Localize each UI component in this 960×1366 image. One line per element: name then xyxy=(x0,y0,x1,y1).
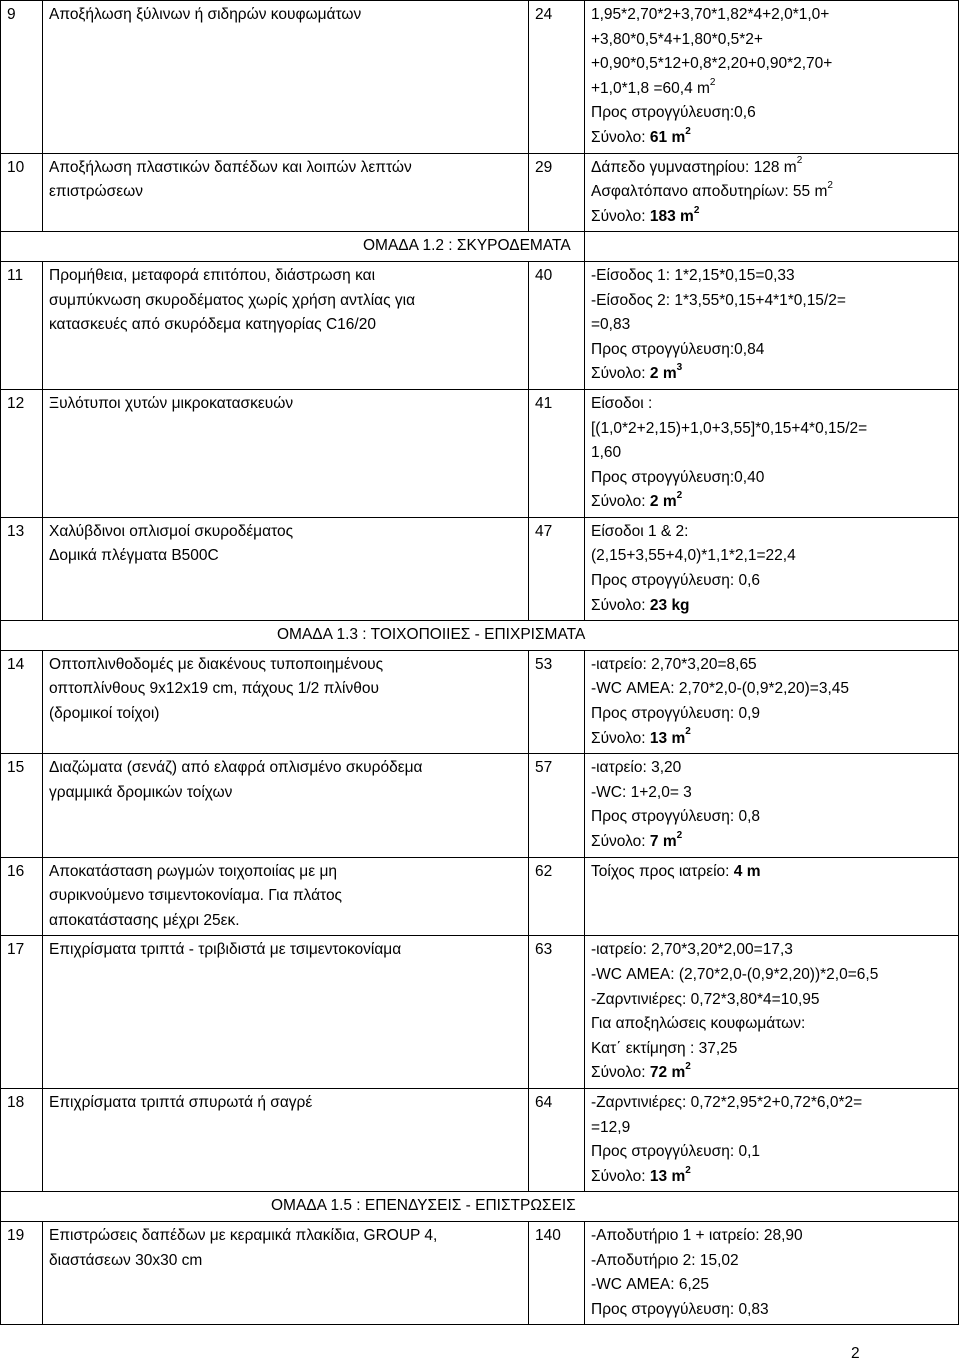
calculation-text: Σύνολο: xyxy=(591,729,650,747)
article-number: 24 xyxy=(529,1,585,154)
item-row xyxy=(1,936,959,1089)
calculation-line xyxy=(591,1061,954,1086)
group-header-row xyxy=(1,1192,959,1222)
description-line: κατασκευές από σκυρόδεμα κατηγορίας C16/20 xyxy=(49,316,376,334)
calculation-text: Σύνολο: xyxy=(591,365,650,383)
item-description xyxy=(43,389,529,517)
item-number: 17 xyxy=(1,936,43,1089)
unit-exponent: 2 xyxy=(676,829,683,841)
calculation-line xyxy=(591,28,954,53)
calculation-text: -WC ΑΜΕΑ: 6,25 xyxy=(591,1276,709,1294)
item-description xyxy=(43,261,529,389)
item-number: 19 xyxy=(1,1221,43,1324)
article-number: 29 xyxy=(529,153,585,232)
calculation-total: 2 m xyxy=(649,493,677,511)
calculation-total: 7 m xyxy=(649,833,677,850)
calculation-text: 1,60 xyxy=(591,444,622,462)
description-line: Διαζώματα (σενάζ) από ελαφρά οπλισμένο σκυρόδεμα xyxy=(49,759,423,777)
calculation-text: Δάπεδο γυμναστηρίου: 128 m xyxy=(591,158,797,176)
calculation-text: Προς στρογγύλευση:0,6 xyxy=(591,104,756,122)
calculation-text: Προς στρογγύλευση: 0,6 xyxy=(591,572,760,590)
item-row xyxy=(1,650,959,753)
calculation-text: =0,83 xyxy=(591,316,631,334)
calculation-text: Σύνολο: xyxy=(591,1167,650,1185)
calculation-text: Προς στρογγύλευση: 0,9 xyxy=(591,705,760,723)
unit-exponent: 2 xyxy=(827,180,833,191)
calculation-line xyxy=(591,727,954,752)
calculation xyxy=(585,857,959,936)
item-description xyxy=(43,517,529,620)
description-line: συμπύκνωση σκυροδέματος χωρίς χρήση αντλίας για xyxy=(49,291,416,309)
unit-exponent: 2 xyxy=(685,1164,691,1176)
description-line: συρικνούμενο τσιμεντοκονίαμα. Για πλάτος xyxy=(49,887,343,905)
calculation-text: 1,95*2,70*2+3,70*1,82*4+2,0*1,0+ xyxy=(591,6,830,23)
unit-exponent: 3 xyxy=(676,362,683,374)
group-header-cell xyxy=(1,621,959,651)
item-number: 9 xyxy=(1,1,43,154)
calculation-line xyxy=(591,1012,954,1037)
calculation-text: Σύνολο: xyxy=(591,128,650,146)
calculation-line xyxy=(591,756,954,781)
description-line: Ξυλότυποι χυτών μικροκατασκευών xyxy=(49,394,294,412)
item-description xyxy=(43,1,529,154)
calculation-line xyxy=(591,1224,954,1249)
calculation-line xyxy=(591,52,954,77)
item-row xyxy=(1,1,959,154)
calculation-text: -WC: 1+2,0= 3 xyxy=(591,783,692,801)
calculation-text: -ιατρείο: 2,70*3,20=8,65 xyxy=(591,655,757,673)
description-line: (δρομικοί τοίχοι) xyxy=(49,705,160,723)
item-row xyxy=(1,153,959,232)
calculation-total: 61 m xyxy=(649,128,686,146)
calculation-text: -Ζαρντινιέρες: 0,72*2,95*2+0,72*6,0*2= xyxy=(591,1093,863,1111)
item-description xyxy=(43,857,529,936)
calculation-total: 72 m xyxy=(649,1064,686,1082)
calculation-text: -WC ΑΜΕΑ: (2,70*2,0-(0,9*2,20))*2,0=6,5 xyxy=(591,965,879,983)
calculation-text: -ιατρείο: 3,20 xyxy=(591,759,682,777)
calculation-line xyxy=(591,392,954,417)
calculation-line xyxy=(591,1091,954,1116)
calculation-text: Προς στρογγύλευση: 0,83 xyxy=(591,1300,769,1318)
calculation-line xyxy=(591,362,954,387)
calculation-total: 183 m xyxy=(649,207,694,225)
calculation-line xyxy=(591,101,954,126)
item-row xyxy=(1,754,959,857)
calculation-line xyxy=(591,180,954,205)
unit-exponent: 2 xyxy=(685,1061,691,1073)
calculation-text: +1,0*1,8 =60,4 m xyxy=(591,79,710,97)
calculation-line xyxy=(591,126,954,151)
calculation-total: 23 kg xyxy=(649,596,690,614)
calculation-line xyxy=(591,313,954,338)
calculation-text: [(1,0*2+2,15)+1,0+3,55]*0,15+4*0,15/2= xyxy=(591,419,868,437)
calculation-line xyxy=(591,441,954,466)
item-description xyxy=(43,153,529,232)
unit-exponent: 2 xyxy=(796,155,803,167)
calculation-line xyxy=(591,1249,954,1274)
calculation-text: Προς στρογγύλευση:0,84 xyxy=(591,340,765,358)
calculation xyxy=(585,389,959,517)
item-number: 12 xyxy=(1,389,43,517)
calculation-line xyxy=(591,1037,954,1062)
calculation xyxy=(585,517,959,620)
calculation-line xyxy=(591,1298,954,1323)
description-line: Αποξήλωση ξύλινων ή σιδηρών κουφωμάτων xyxy=(49,6,362,23)
description-line: οπτοπλίνθους 9x12x19 cm, πάχους 1/2 πλίνθου xyxy=(49,680,379,698)
calculation-total: 4 m xyxy=(733,862,761,880)
calculation xyxy=(585,261,959,389)
calculation-line xyxy=(591,338,954,363)
calculation-text: Προς στρογγύλευση: 0,1 xyxy=(591,1143,760,1161)
calculation-total: 2 m xyxy=(649,365,677,383)
description-line: επιστρώσεων xyxy=(49,183,143,201)
unit-exponent: 2 xyxy=(709,76,716,88)
calculation-text: Σύνολο: xyxy=(591,493,650,511)
calculation-line xyxy=(591,988,954,1013)
article-number: 64 xyxy=(529,1088,585,1191)
calculation-line xyxy=(591,1165,954,1190)
calculation-text: Τοίχος προς ιατρείο: xyxy=(591,862,734,880)
calculation-line xyxy=(591,3,954,28)
calculation-line xyxy=(591,77,954,102)
calculation-line xyxy=(591,963,954,988)
unit-exponent: 2 xyxy=(685,125,691,137)
group-title: ΟΜΑΔΑ 1.2 : ΣΚΥΡΟΔΕΜΑΤΑ xyxy=(363,237,571,255)
group-header-row xyxy=(1,621,959,651)
item-number: 15 xyxy=(1,754,43,857)
calculation-text: -WC ΑΜΕΑ: 2,70*2,0-(0,9*2,20)=3,45 xyxy=(591,680,850,698)
calculation-text: -Είσοδος 2: 1*3,55*0,15+4*1*0,15/2= xyxy=(591,291,846,309)
description-line: διαστάσεων 30x30 cm xyxy=(49,1251,203,1269)
item-row xyxy=(1,517,959,620)
calculation-line xyxy=(591,264,954,289)
calculation-line xyxy=(591,1116,954,1141)
description-line: Επιστρώσεις δαπέδων με κεραμικά πλακίδια, GROUP 4, xyxy=(49,1226,438,1244)
calculation-line xyxy=(591,805,954,830)
calculation-text: Ασφαλτόπανο αποδυτηρίων: 55 m xyxy=(591,183,828,201)
calculation-line xyxy=(591,520,954,545)
calculation-line xyxy=(591,1273,954,1298)
item-number: 14 xyxy=(1,650,43,753)
item-description xyxy=(43,936,529,1089)
group-header-row xyxy=(1,232,959,262)
item-row xyxy=(1,1221,959,1324)
calculation-line xyxy=(591,830,954,855)
article-number: 140 xyxy=(529,1221,585,1324)
article-number: 57 xyxy=(529,754,585,857)
article-number: 40 xyxy=(529,261,585,389)
calculation-text: =12,9 xyxy=(591,1118,631,1136)
unit-exponent: 2 xyxy=(693,204,700,216)
calculation-line xyxy=(591,156,954,181)
calculation-text: Σύνολο: xyxy=(591,596,650,614)
unit-exponent: 2 xyxy=(676,490,683,502)
calculation-line xyxy=(591,938,954,963)
group-header-cell xyxy=(1,1192,959,1222)
article-number: 53 xyxy=(529,650,585,753)
description-line: Αποξήλωση πλαστικών δαπέδων και λοιπών λεπτών xyxy=(49,158,412,176)
calculation-text: Σύνολο: xyxy=(591,207,650,225)
item-description xyxy=(43,650,529,753)
calculation-line xyxy=(591,677,954,702)
item-row xyxy=(1,389,959,517)
article-number: 41 xyxy=(529,389,585,517)
calculation xyxy=(585,650,959,753)
calculation-line xyxy=(591,417,954,442)
item-number: 18 xyxy=(1,1088,43,1191)
calculation-text: Για αποξηλώσεις κουφωμάτων: xyxy=(591,1015,806,1033)
group-title: ΟΜΑΔΑ 1.3 : ΤΟΙΧΟΠΟΙΙΕΣ - ΕΠΙΧΡΙΣΜΑΤΑ xyxy=(277,626,586,644)
calculation-line xyxy=(591,569,954,594)
calculation-text: Είσοδοι : xyxy=(591,394,653,412)
description-line: Αποκατάσταση ρωγμών τοιχοποιίας με μη xyxy=(49,862,338,880)
unit-exponent: 2 xyxy=(685,726,691,738)
group-header-empty-cell xyxy=(585,232,959,262)
article-number: 47 xyxy=(529,517,585,620)
calculation-line xyxy=(591,860,954,885)
calculation-line xyxy=(591,544,954,569)
calculation-text: -Αποδυτήριο 2: 15,02 xyxy=(591,1251,739,1269)
calculation-line xyxy=(591,1140,954,1165)
item-row xyxy=(1,857,959,936)
calculation xyxy=(585,754,959,857)
item-description xyxy=(43,1221,529,1324)
calculation-total: 13 m xyxy=(649,729,686,747)
description-line: Χαλύβδινοι οπλισμοί σκυροδέματος xyxy=(49,522,294,540)
item-number: 11 xyxy=(1,261,43,389)
calculation-text: -Αποδυτήριο 1 + ιατρείο: 28,90 xyxy=(591,1226,803,1244)
calculation-text: +0,90*0,5*12+0,8*2,20+0,90*2,70+ xyxy=(591,55,833,73)
calculation-text: Είσοδοι 1 & 2: xyxy=(591,522,689,540)
calculation-line xyxy=(591,466,954,491)
item-row xyxy=(1,261,959,389)
group-header-cell xyxy=(1,232,585,262)
item-number: 10 xyxy=(1,153,43,232)
calculation-line xyxy=(591,653,954,678)
description-line: Οπτοπλινθοδομές με διακένους τυποποιημένους xyxy=(49,655,384,673)
article-number: 62 xyxy=(529,857,585,936)
calculation-total: 13 m xyxy=(649,1167,686,1185)
item-description xyxy=(43,754,529,857)
calculation-line xyxy=(591,781,954,806)
calculation-text: -ιατρείο: 2,70*3,20*2,00=17,3 xyxy=(591,941,793,959)
calculation-line xyxy=(591,289,954,314)
page-number: 2 xyxy=(851,1345,860,1362)
item-number: 16 xyxy=(1,857,43,936)
calculation-text: (2,15+3,55+4,0)*1,1*2,1=22,4 xyxy=(591,547,796,565)
group-title: ΟΜΑΔΑ 1.5 : ΕΠΕΝΔΥΣΕΙΣ - ΕΠΙΣΤΡΩΣΕΙΣ xyxy=(271,1197,576,1215)
description-line: Επιχρίσματα τριπτά σπυρωτά ή σαγρέ xyxy=(49,1093,313,1111)
item-description xyxy=(43,1088,529,1191)
item-number: 13 xyxy=(1,517,43,620)
calculation-text: Προς στρογγύλευση:0,40 xyxy=(591,468,765,486)
calculation-line xyxy=(591,205,954,230)
calculation-text: -Ζαρντινιέρες: 0,72*3,80*4=10,95 xyxy=(591,990,820,1008)
calculation-text: -Είσοδος 1: 1*2,15*0,15=0,33 xyxy=(591,266,795,284)
calculation xyxy=(585,936,959,1089)
description-line: γραμμικά δρομικών τοίχων xyxy=(49,783,233,801)
calculation-text: Σύνολο: xyxy=(591,1064,650,1082)
article-number: 63 xyxy=(529,936,585,1089)
calculation-text: +3,80*0,5*4+1,80*0,5*2+ xyxy=(591,30,763,48)
calculation-line xyxy=(591,594,954,619)
calculation xyxy=(585,1221,959,1324)
calculation-text: Σύνολο: xyxy=(591,833,650,850)
calculation xyxy=(585,1088,959,1191)
description-line: Επιχρίσματα τριπτά - τριβιδιστά με τσιμεντοκονίαμα xyxy=(49,941,402,959)
description-line: Δομικά πλέγματα B500C xyxy=(49,547,219,565)
calculation-line xyxy=(591,702,954,727)
description-line: αποκατάστασης μέχρι 25εκ. xyxy=(49,911,240,929)
calculation xyxy=(585,1,959,154)
description-line: Προμήθεια, μεταφορά επιτόπου, διάστρωση και xyxy=(49,266,376,284)
item-row xyxy=(1,1088,959,1191)
calculation xyxy=(585,153,959,232)
calculation-text: Κατ΄ εκτίμηση : 37,25 xyxy=(591,1039,738,1057)
calculation-line xyxy=(591,490,954,515)
calculation-text: Προς στρογγύλευση: 0,8 xyxy=(591,808,760,826)
